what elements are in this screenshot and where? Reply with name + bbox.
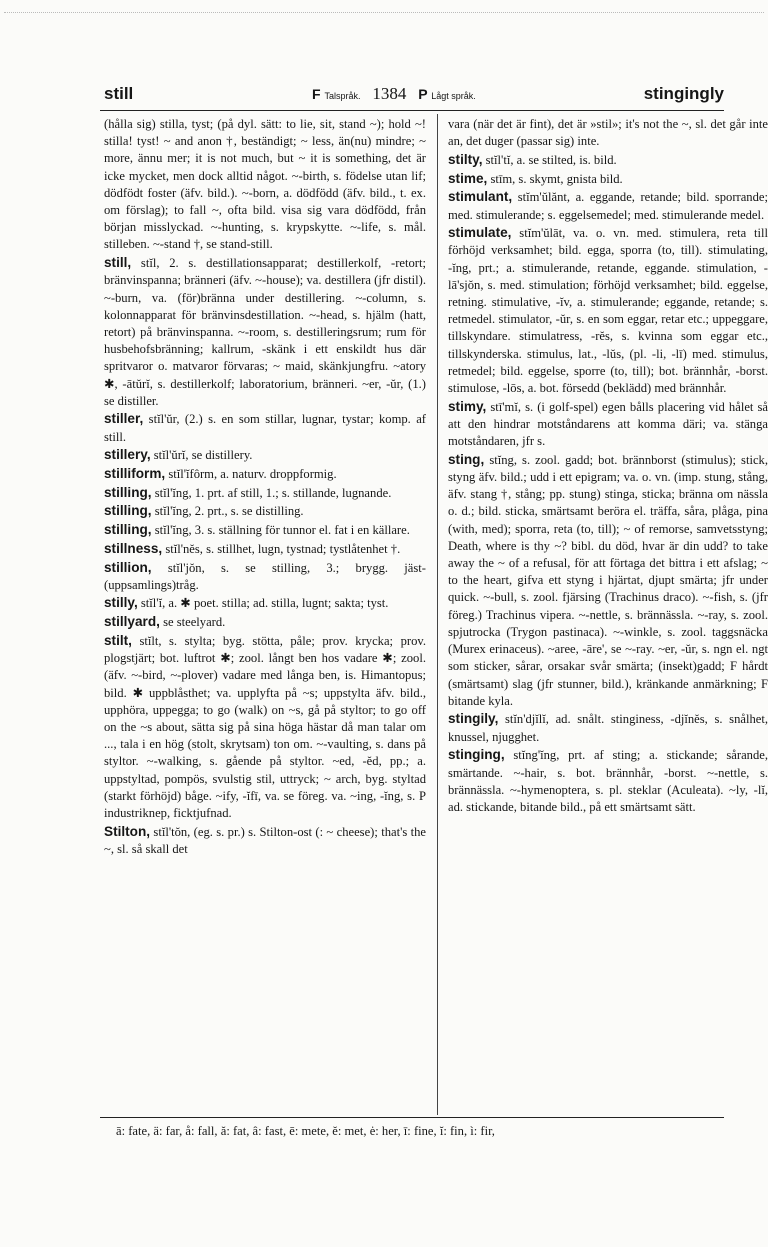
- pronunciation-key: ā: fate, ä: far, å: fall, ă: fat, â: fast, ē: mete, ĕ: met, ė: her, ī: fine, ĭ: fin, ì: fir,: [116, 1124, 495, 1138]
- dictionary-entry: [448, 451, 768, 710]
- header-rule: [100, 110, 724, 111]
- entry-definition: stĭl'ŭr, (2.) s. en som stillar, lugnar, tystar; komp. af still.: [104, 412, 426, 444]
- dictionary-entry: [104, 521, 426, 539]
- guide-word-right: stingingly: [643, 84, 724, 103]
- entry-definition: stĭm'ŭlāt, va. o. vn. med. stimulera, reta till förhöjd verksamhet; bild. egga, sporra (to, till). stimulating, -ĭng, prt.; a. stimulerande, retande, eggande. stimulation, -lā'sjŏn, s. med. stimulation; förhöjd verksamhet; bild. eggelse, retning. stimulative, -ĭv, a. stimulerande; eggande, retande; s. retmedel. stimulator, -ŭr, s. en som eggar, retar etc.; uppeggare, tillskyndare. stimulatress, -rĕs, s. kvinna som eggar etc., tillskynderska. stimulus, lat., -lŭs, (pl. -li, -lī) med. stimulus, retmedel; bild. eggelse, sporre (to, till); bot. brännhår, -borst. stimulose, -lōs, a. bot. försedd (beklädd) med brännhår.: [448, 226, 768, 396]
- entry-headword: stilt,: [104, 632, 132, 648]
- dictionary-entry: [448, 746, 768, 816]
- entry-definition: se steelyard.: [159, 615, 226, 630]
- dictionary-entry: [104, 594, 426, 612]
- entry-headword: stingily,: [448, 711, 499, 727]
- dictionary-entry: [448, 710, 768, 745]
- page-number: 1384: [372, 84, 407, 103]
- entry-headword: stinging,: [448, 747, 505, 763]
- entry-headword: stimulant,: [448, 189, 513, 205]
- entry-definition: stĭl'ŭrĭ, se distillery.: [150, 448, 253, 463]
- running-head: [312, 84, 476, 106]
- entry-definition: stĭn'djĭlĭ, ad. snålt. stinginess, -djĭnĕs, s. snålhet, knussel, njugghet.: [448, 712, 768, 744]
- entry-headword: stilling,: [104, 503, 152, 519]
- entry-headword: stillness,: [104, 540, 163, 556]
- entry-definition: stĭl'jŏn, s. se stilling, 3.; brygg. jäst-(uppsamlings)tråg.: [104, 560, 426, 592]
- column-divider: [437, 114, 438, 1115]
- entry-headword: stilling,: [104, 522, 152, 538]
- dictionary-entry: [104, 559, 426, 594]
- dictionary-entry: [104, 613, 426, 631]
- top-rule: [4, 12, 764, 13]
- entry-headword: stiller,: [104, 411, 144, 427]
- right-column: [448, 116, 768, 817]
- entry-definition: vara (när det är fint), det är »stil»; it's not the ~, sl. det går inte an, det duger (passar sig) inte.: [448, 117, 768, 149]
- dictionary-entry: [448, 224, 768, 397]
- entry-definition: stĭl'tĭ, a. se stilted, is. bild.: [482, 152, 617, 167]
- entry-headword: stimy,: [448, 398, 487, 414]
- entry-definition: stĭlt, s. stylta; byg. stötta, påle; prov. krycka; prov. plogstjärt; bot. luftrot ✱; zool. långt ben hos vadare ✱; zool. (äfv. ~-bird, ~-plover) vadare med långa ben, is. Himantopus; bild. ✱ uppblåsthet; va. upplyfta på ~s; uppstylta äfv. bild., upphöra, uppegga; to go (walk) on ~s, gå på styltor; to go off on the ~s about, sätta sig på sina höga hästar då man talar om ..., tala i en hög (stolt, skrytsam) ton om. ~-vaulting, s. dans på styltor. ~-walking, s. gående på styltor. ~ed, -ĕd, pp.; a. uppstyltad, pompös, svulstig stil, uttryck; ~ arch, byg. styltad (starkt förhöjd) båge. ~ify, -ĭfī, va. se föreg. va. ~ing, -ĭng, s. P industriknep, ficktjufnad.: [104, 633, 426, 820]
- mid-right-note: Lågt språk.: [431, 91, 476, 101]
- entry-definition: stīm, s. skymt, gnista bild.: [487, 171, 623, 186]
- guide-word-left: still: [104, 84, 134, 103]
- entry-headword: stillyard,: [104, 614, 160, 630]
- dictionary-entry: [104, 823, 426, 858]
- mid-right-letter: P: [418, 86, 428, 102]
- footer-rule: [100, 1117, 724, 1118]
- entry-definition: stĭl'ĭng, 1. prt. af still, 1.; s. stillande, lugnande.: [151, 485, 392, 500]
- entry-definition: stĭl'ĭng, 3. s. ställning för tunnor el. fat i en källare.: [151, 523, 410, 538]
- entry-definition: stĭm'ŭlănt, a. eggande, retande; bild. sporrande; med. stimulerande; s. eggelsemedel; med. stimulerande medel.: [448, 190, 768, 222]
- entry-headword: stillery,: [104, 447, 151, 463]
- entry-headword: stillion,: [104, 559, 152, 575]
- dictionary-entry: [104, 410, 426, 445]
- entry-headword: stilliform,: [104, 466, 166, 482]
- entry-headword: Stilton,: [104, 823, 151, 839]
- dictionary-entry: [448, 116, 768, 150]
- entry-definition: stĭl'ĭ, a. ✱ poet. stilla; ad. stilla, lugnt; sakta; tyst.: [137, 596, 389, 611]
- entry-headword: stimulate,: [448, 225, 512, 241]
- dictionary-entry: [104, 446, 426, 464]
- entry-definition: stĭl'ĭng, 2. prt., s. se distilling.: [151, 504, 304, 519]
- dictionary-entry: [104, 540, 426, 558]
- dictionary-entry: [448, 151, 768, 169]
- entry-definition: stī'mĭ, s. (i golf-spel) egen bålls placering vid hålet så att den hindrar motståndarens att komma däri; va. stänga motståndaren, jfr s.: [448, 399, 768, 449]
- mid-left-note: Talspråk.: [324, 91, 361, 101]
- entry-definition: stĭng'ĭng, prt. af sting; a. stickande; sårande, smärtande. ~-hair, s. bot. brännhår, -borst. ~-nettle, s. brännässla. ~-hymenoptera, s. pl. steklar (Aculeata). ~ly, -lĭ, ad. stickande, bitande bild., på ett smärtsamt sätt.: [448, 748, 768, 814]
- mid-left-letter: F: [312, 86, 321, 102]
- entry-definition: stĭl'ĭfôrm, a. naturv. droppformig.: [165, 467, 337, 482]
- entry-definition: stĭng, s. zool. gadd; bot. brännborst (stimulus); stick, styng äfv. bild.; udd i ett epigram; va. o. vn. (imp. stung, stång, äfv. stang †, stång; pp. stung) stinga, sticka; bränna om nässla o. d.; bild. sticka, smärtsamt beröra el. träffa, såra, plåga, pina (with, med); sporra, reta (to, till); ~ of remorse, samvetsstyng; Death, where is thy ~? bibl. du död, hvar är din udd? to take away the ~ of a refusal, för att förtaga det bittra i ett afslag; ~ to the heart, gifva ett styng i hjärtat, djupt smärta; jfr under quick. ~-bull, s. zool. fjärsing (Trachinus draco). ~-fish, s. (jfr föreg.) Trachinus vipera. ~-nettle, s. brännässla. ~-ray, s. zool. spjutrocka (Trygon pastinaca). ~-winkle, s. zool. taggsnäcka (Murex erinaceus). ~aree, -āre', se ~-ray. ~er, -ŭr, s. ngn el. ngt som sticker, sårar, orsakar svår smärta; (insekt)gadd; F hårdt (smärtsamt) slag (jfr stunner, bild.), kränkande anmärkning; F bitande kyla.: [448, 452, 768, 708]
- left-column: [104, 116, 426, 859]
- dictionary-entry: [104, 465, 426, 483]
- entry-definition: stĭl'nĕs, s. stillhet, lugn, tystnad; tystlåtenhet †.: [162, 541, 401, 556]
- entry-definition: stĭl'tŏn, (eg. s. pr.) s. Stilton-ost (: ~ cheese); that's the ~, sl. så skall det: [104, 824, 426, 856]
- dictionary-entry: [448, 398, 768, 451]
- entry-headword: sting,: [448, 451, 485, 467]
- dictionary-entry: [104, 502, 426, 520]
- dictionary-entry: [448, 170, 768, 188]
- entry-headword: stime,: [448, 170, 488, 186]
- entry-definition: (hålla sig) stilla, tyst; (på dyl. sätt: to lie, sit, stand ~); hold ~! stilla! tyst! ~ and anon †, beständigt; ~ less, än(nu) mindre; ~ more, ännu mer; it is not much, but ~ it is something, det är icke mycket, men dock alltid något. ~-birth, s. födelse utan lif; dödfödt foster (äfv. bild.). ~-born, a. dödfödd (äfv. bild., t. ex. om förslag); to fall ~, ofta bild. visa sig vara dödfödd, från början misslyckad. ~-hunting, s. krypskytte. ~-life, s. mål. stilleben. ~-stand †, se stand-still.: [104, 117, 426, 252]
- dictionary-entry: [448, 188, 768, 223]
- entry-definition: stĭl, 2. s. destillationsapparat; destillerkolf, -retort; bränvinspanna; bränneri (äfv. ~-house); va. destillera (jfr distil). ~-burn, va. (för)bränna under destillering. ~-column, s. kolonnapparat för bränvinsdestillation. ~-head, s. hjälm (hatt, retort) på bränvinspanna. ~-room, s. destilleringsrum; rum för husbehofsbränning; kallrum, -skänk i ett enskildt hus där spritvaror o. matvaror förvaras; ~ maid, skänkjungfru. ~atory ✱, -ātŭrĭ, s. destillerkolf; laboratorium, bränneri. ~er, -ŭr, (1.) se distiller.: [104, 256, 426, 408]
- entry-headword: stilly,: [104, 595, 138, 611]
- dictionary-entry: [104, 484, 426, 502]
- dictionary-entry: [104, 632, 426, 822]
- dictionary-entry: [104, 116, 426, 254]
- dictionary-entry: [104, 254, 426, 410]
- entry-headword: still,: [104, 255, 132, 271]
- entry-headword: stilling,: [104, 484, 152, 500]
- entry-headword: stilty,: [448, 151, 483, 167]
